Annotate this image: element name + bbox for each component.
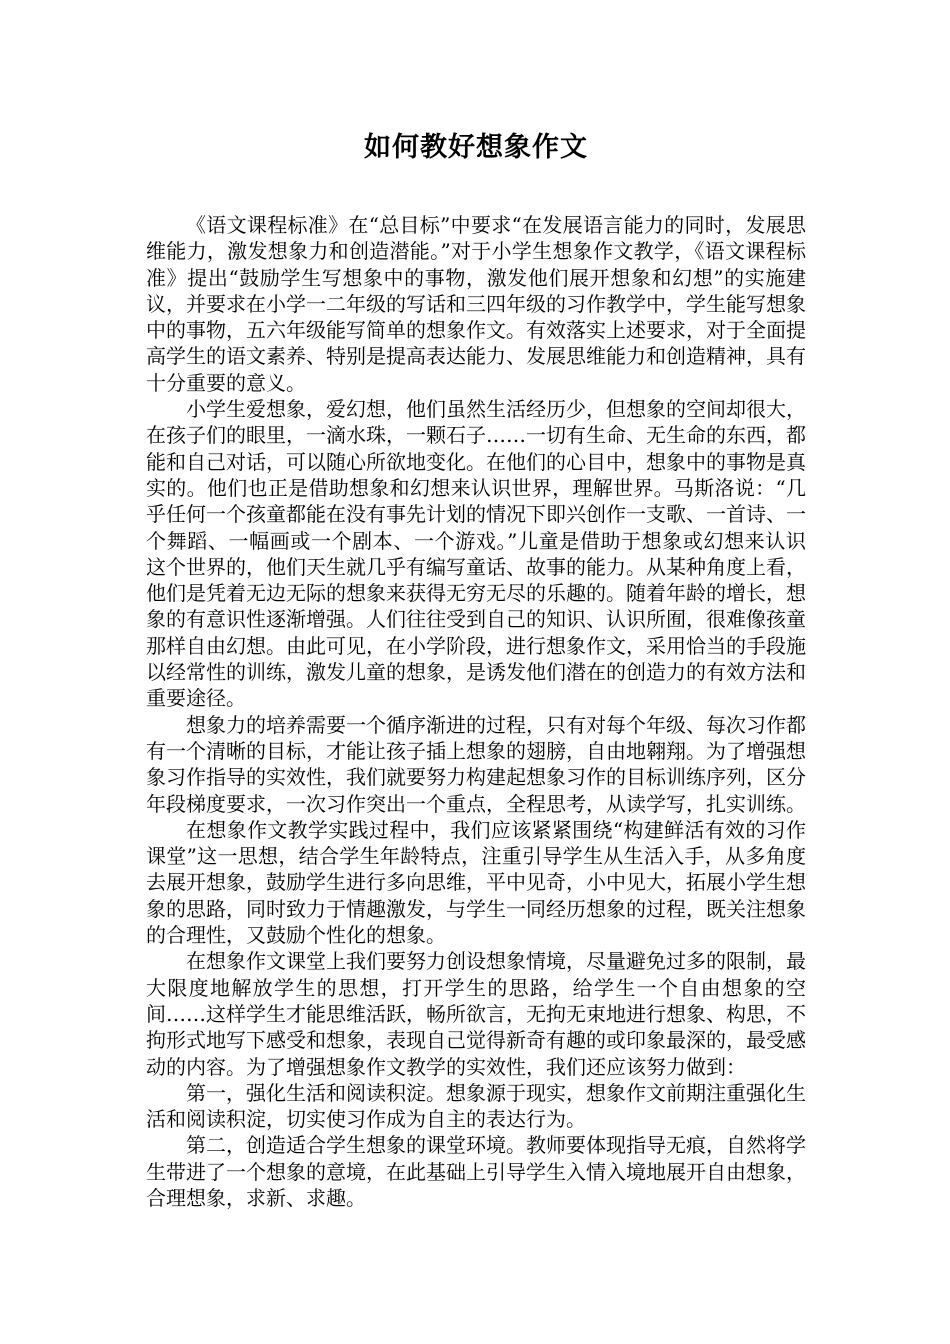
document-title: 如何教好想象作文 (364, 132, 588, 163)
paragraph-1: 《语文课程标准》在“总目标”中要求“在发展语言能力的同时，发展思维能力，激发想象力和创造潜能。”对于小学生想象作文教学，《语文课程标准》提出“鼓励学生写想象中的事物，激发他们展开想象和幻想”的实施建议，并要求在小学一二年级的写话和三四年级的习作教学中，学生能写想象中的事物，五六年级能写简单的想象作文。有效落实上述要求，对于全面提高学生的语文素养、特别是提高表达能力、发展思维能力和创造精神，具有十分重要的意义。 (146, 213, 806, 395)
paragraph-6: 第一，强化生活和阅读积淀。想象源于现实，想象作文前期注重强化生活和阅读积淀，切实使习作成为自主的表达行为。 (146, 1080, 806, 1132)
paragraph-7: 第二，创造适合学生想象的课堂环境。教师要体现指导无痕，自然将学生带进了一个想象的意境，在此基础上引导学生入情入境地展开自由想象，合理想象，求新、求趣。 (146, 1133, 806, 1210)
paragraph-5: 在想象作文课堂上我们要努力创设想象情境，尽量避免过多的限制，最大限度地解放学生的思想，打开学生的思路，给学生一个自由想象的空间……这样学生才能思维活跃，畅所欲言，无拘无束地进行想象、构思，不拘形式地写下感受和想象，表现自己觉得新奇有趣的或印象最深的，最受感动的内容。为了增强想象作文教学的实效性，我们还应该努力做到： (146, 949, 806, 1079)
paragraph-2: 小学生爱想象，爱幻想，他们虽然生活经历少，但想象的空间却很大，在孩子们的眼里，一滴水珠，一颗石子……一切有生命、无生命的东西，都能和自己对话，可以随心所欲地变化。在他们的心目中，想象中的事物是真实的。他们也正是借助想象和幻想来认识世界，理解世界。马斯洛说：“几乎任何一个孩童都能在没有事先计划的情况下即兴创作一支歌、一首诗、一个舞蹈、一幅画或一个剧本、一个游戏。”儿童是借助于想象或幻想来认识这个世界的，他们天生就几乎有编写童话、故事的能力。从某种角度上看，他们是凭着无边无际的想象来获得无穷无尽的乐趣的。随着年龄的增长，想象的有意识性逐渐增强。人们往往受到自己的知识、认识所囿，很难像孩童那样自由幻想。由此可见，在小学阶段，进行想象作文，采用恰当的手段施以经常性的训练，激发儿童的想象，是诱发他们潜在的创造力的有效方法和重要途径。 (146, 397, 806, 711)
document-page (146, 128, 806, 1211)
paragraph-4: 在想象作文教学实践过程中，我们应该紧紧围绕“构建鲜活有效的习作课堂”这一思想，结合学生年龄特点，注重引导学生从生活入手，从多角度去展开想象，鼓励学生进行多向思维，平中见奇，小中见大，拓展小学生想象的思路，同时致力于情趣激发，与学生一同经历想象的过程，既关注想象的合理性，又鼓励个性化的想象。 (146, 817, 806, 948)
paragraph-3: 想象力的培养需要一个循序渐进的过程，只有对每个年级、每次习作都有一个清晰的目标，才能让孩子插上想象的翅膀，自由地翱翔。为了增强想象习作指导的实效性，我们就要努力构建起想象习作的目标训练序列，区分年段梯度要求，一次习作突出一个重点，全程思考，从读学写，扎实训练。 (146, 712, 806, 816)
